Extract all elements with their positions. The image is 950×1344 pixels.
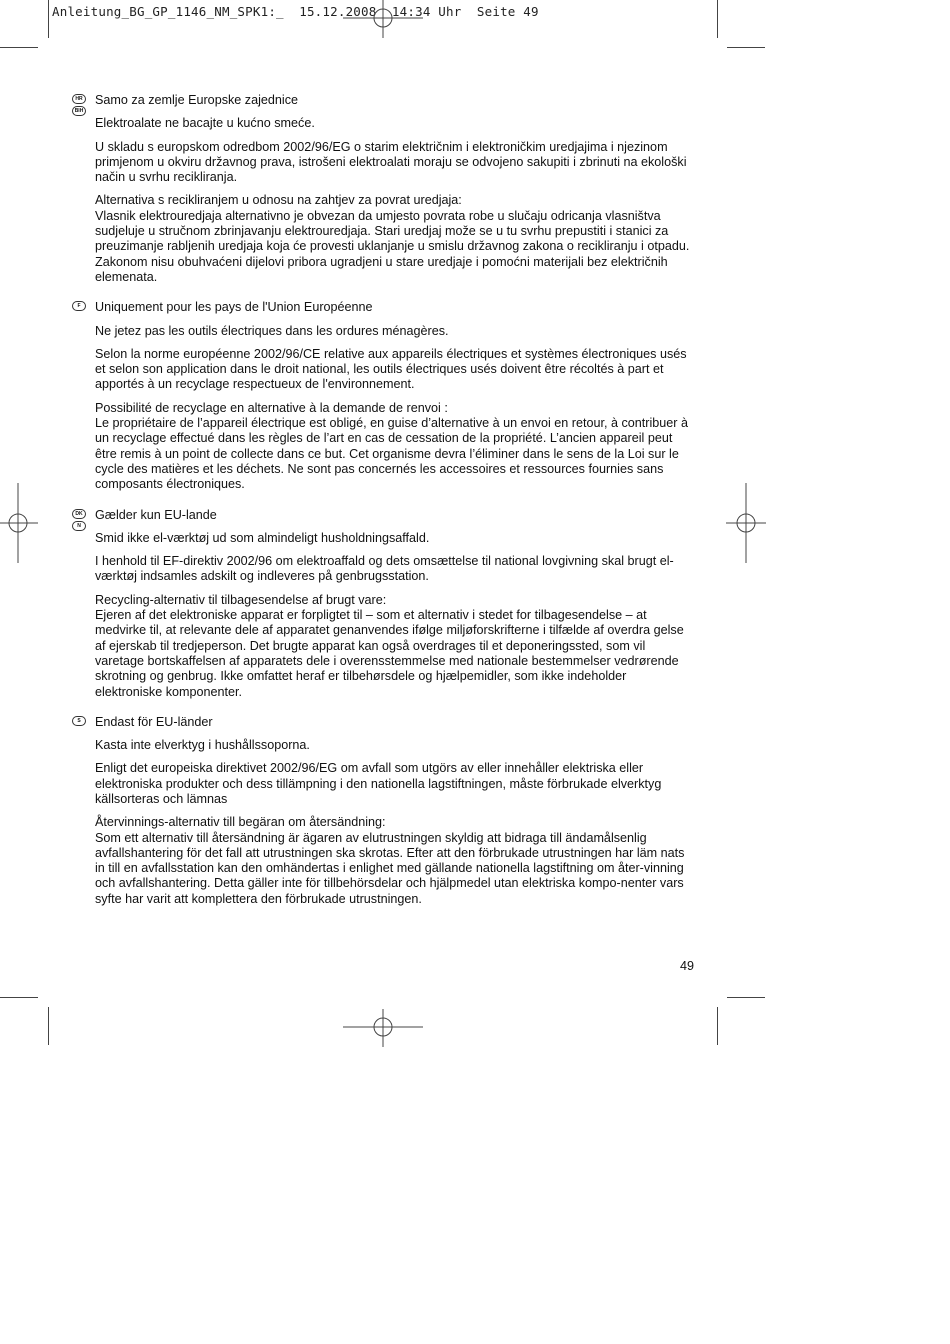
document-body bbox=[74, 93, 695, 915]
alternative-heading: Återvinnings-alternativ till begäran om återsändning: bbox=[95, 815, 386, 830]
crop-mark-top-left-v bbox=[48, 0, 49, 38]
crop-mark-top-right-h bbox=[727, 47, 765, 48]
alternative-body: Le propriétaire de l’appareil électrique est obligé, en guise d’alternative à un envoi en retour, à contribuer à un recyclage effectué dans les règles de l’art en cas de cessation de la propriété. L’ancien appareil peut être remis à un point de collecte dans ce but. Cet organisme devra l’éliminer dans le sens de la Loi sur le cycle des matières et les déchets. Ne sont pas concernés les accessoires et ressources fournies sans composants électroniques. bbox=[95, 416, 688, 492]
section-title: Endast för EU-länder bbox=[95, 714, 213, 729]
crop-mark-bottom-right-h bbox=[727, 997, 765, 998]
language-badge: S bbox=[72, 716, 86, 726]
section-title: Uniquement pour les pays de l'Union Européenne bbox=[95, 300, 373, 315]
language-badge: N bbox=[72, 521, 86, 531]
crop-mark-bottom-left-v bbox=[48, 1007, 49, 1045]
crop-mark-top-left-h bbox=[0, 47, 38, 48]
language-badge: HR bbox=[72, 94, 86, 104]
language-badges bbox=[72, 94, 86, 116]
warning-text: Smid ikke el-værktøj ud som almindeligt husholdningsaffald. bbox=[95, 530, 430, 545]
alternative-body: Vlasnik elektrouredjaja alternativno je obvezan da umjesto povrata robe u slučaju odricanja vlasništva sudjeluje u stručnom zbrinjavanju elektrouredjaja. Stari uredjaj može se u tu svrhu prepustiti i stanici za preuzimanje rabljenih uredjaja koja će provesti uklanjanje u smislu državnog zakona o recikliranju i otpadu. Zakonom nisu obuhvaćeni dijelovi pribora ugradjeni u stare uredjaje i pomoćni materijali bez električnih elemenata. bbox=[95, 208, 690, 284]
page-number: 49 bbox=[680, 959, 695, 973]
alternative-heading: Possibilité de recyclage en alternative à la demande de renvoi : bbox=[95, 400, 448, 415]
registration-mark-top bbox=[343, 0, 423, 40]
warning-text: Ne jetez pas les outils électriques dans les ordures ménagères. bbox=[95, 323, 449, 338]
print-slug: Anleitung_BG_GP_1146_NM_SPK1:_ 15.12.2008 14:34 Uhr Seite 49 bbox=[52, 4, 539, 19]
language-badges bbox=[72, 301, 86, 311]
crop-mark-top-right-v bbox=[717, 0, 718, 38]
section-title: Gælder kun EU-lande bbox=[95, 507, 217, 522]
language-badge: F bbox=[72, 301, 86, 311]
warning-text: Elektroalate ne bacajte u kućno smeće. bbox=[95, 116, 315, 131]
section-swedish bbox=[77, 714, 695, 907]
registration-mark-right bbox=[726, 483, 766, 563]
alternative-heading: Alternativa s recikliranjem u odnosu na zahtjev za povrat uredjaja: bbox=[95, 193, 462, 208]
registration-mark-bottom bbox=[343, 1007, 423, 1047]
alternative-body: Ejeren af det elektroniske apparat er forpligtet til – som et alternativ i stedet for tilbagesendelse – at medvirke til, at relevante dele af apparatet genanvendes ifølge miljøforskrifterne i tilfælde af overdra gelse af ejerskab til tredjeperson. Det brugte apparat kan også overdrages til et deponeringssted, som vil varetage bortskaffelsen af apparatets dele i overensstemmelse med nationale bestemmelser vedrørende skrotning og genbrug. Ikke omfattet heraf er tilbehørsdele og hjælpemidler, som ikke indeholder elektroniske komponenter. bbox=[95, 608, 684, 699]
crop-mark-bottom-right-v bbox=[717, 1007, 718, 1045]
directive-text: U skladu s europskom odredbom 2002/96/EG o starim električnim i elektroničkim uredjajima i njezinom primjenom u okviru državnog prava, istrošeni elektroalati moraju se odvojeno sakupiti i zbrinuti na ekološki način u svrhu recikliranja. bbox=[95, 139, 687, 185]
directive-text: Selon la norme européenne 2002/96/CE relative aux appareils électriques et systèmes électroniques usés et selon son application dans le droit national, les outils électriques usés doivent être récoltés à part et apportés à un recyclage respectueux de l'environnement. bbox=[95, 346, 687, 392]
alternative-body: Som ett alternativ till återsändning är ägaren av elutrustningen skyldig att bidraga till ändamålsenlig avfallshantering för det fall att utrustningen ska skrotas. Efter att den förbrukade utrustningen har läm nats in till en avfallsstation kan den omhändertas i enlighet med gällande nationella lagstiftning om åter-vinning och avfallshantering. Detta gäller inte för tillbehörsdelar och hjälpmedel utan elektriska kompo-nenter vars syfte har varit att komplettera den förbrukade utrustningen. bbox=[95, 830, 685, 906]
language-badges bbox=[72, 509, 86, 531]
language-badge: DK bbox=[72, 509, 86, 519]
registration-mark-left bbox=[0, 483, 40, 563]
section-danish bbox=[75, 507, 695, 700]
section-croatian bbox=[74, 93, 695, 285]
language-badge: BIH bbox=[72, 106, 86, 116]
crop-mark-bottom-left-h bbox=[0, 997, 38, 998]
section-title: Samo za zemlje Europske zajednice bbox=[95, 93, 299, 107]
directive-text: I henhold til EF-direktiv 2002/96 om elektroaffald og dets omsættelse til national lovgivning skal brugt el-værktøj indsamles adskilt og indleveres på genbrugsstation. bbox=[95, 554, 674, 584]
language-badges bbox=[72, 716, 86, 726]
warning-text: Kasta inte elverktyg i hushållssoporna. bbox=[95, 738, 310, 753]
directive-text: Enligt det europeiska direktivet 2002/96/EG om avfall som utgörs av eller innehåller elektriska eller elektroniska produkter och dess tillämpning i den nationella lagstiftningen, måste förbrukade elverktyg källsorteras och lämnas bbox=[95, 761, 662, 806]
alternative-heading: Recycling-alternativ til tilbagesendelse af brugt vare: bbox=[95, 592, 387, 607]
section-french bbox=[77, 300, 695, 492]
